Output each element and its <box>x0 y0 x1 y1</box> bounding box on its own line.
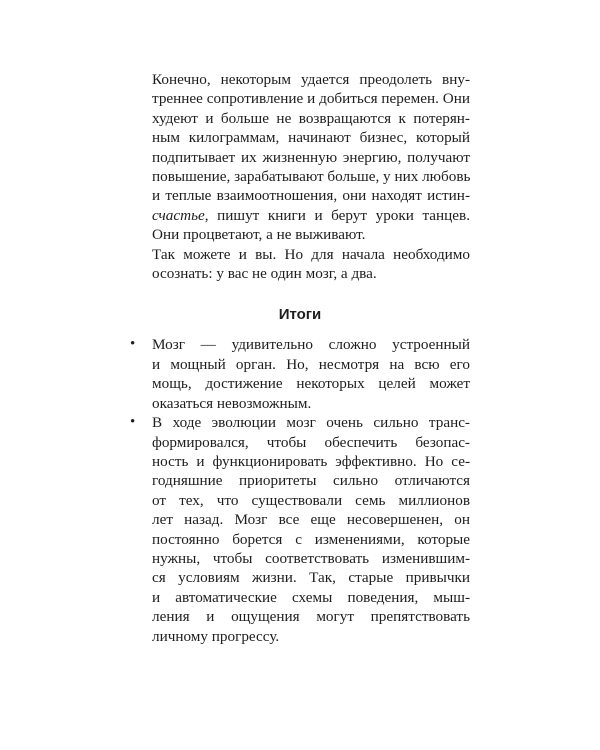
text-line: формировался, чтобы обеспечить безопас- <box>152 433 470 451</box>
list-item <box>130 335 470 413</box>
text-line: от тех, что существовали семь миллионов <box>152 491 470 509</box>
text-line: треннее сопротивление и добиться перемен. Они <box>152 90 470 108</box>
text-line: оказаться невозможным. <box>152 394 312 412</box>
section-heading: Итоги <box>278 306 322 324</box>
text-line <box>130 206 470 225</box>
italic-word: счастье <box>152 206 205 224</box>
text-line: и мощный орган. Но, несмотря на всю его <box>152 355 470 373</box>
paragraph-2 <box>130 245 470 284</box>
bullet-icon: • <box>130 336 136 353</box>
summary-list <box>130 335 470 646</box>
text-line: В ходе эволюции мозг очень сильно транс- <box>152 414 470 432</box>
text-line: Они процветают, а не выживают. <box>152 226 366 244</box>
text-fragment: , пишут книги и берут уроки танцев. <box>204 206 470 224</box>
text-line: осознать: у вас не один мозг, а два. <box>152 265 377 283</box>
text-line: ным килограммам, начинают бизнес, который <box>152 129 470 147</box>
text-line: подпитывает их жизненную энергию, получают <box>152 148 470 166</box>
text-line: постоянно борется с изменениями, которые <box>152 530 470 548</box>
text-line: худеют и больше не возвращаются к потерян- <box>152 109 470 127</box>
text-line: Мозг — удивительно сложно устроенный <box>152 336 470 354</box>
list-item <box>130 413 470 646</box>
text-line: годняшние приоритеты сильно отличаются <box>152 472 470 490</box>
text-line: личному прогрессу. <box>152 627 280 645</box>
list-item-text <box>152 335 470 413</box>
text-line: ность и функционировать эффективно. Но се- <box>152 452 470 470</box>
bullet-icon: • <box>130 414 136 431</box>
text-line: и автоматические схемы поведения, мыш- <box>152 588 470 606</box>
text-line: мощь, достижение некоторых целей может <box>152 375 470 393</box>
text-line: и теплые взаимоотношения, они находят истин- <box>152 187 470 205</box>
text-line: ления и ощущения могут препятствовать <box>152 608 470 626</box>
text-line: Конечно, некоторым удается преодолеть вну- <box>152 71 470 88</box>
text-line: лет назад. Мозг все еще несовершенен, он <box>152 511 470 529</box>
text-line: повышение, зарабатывают больше, у них любовь <box>152 168 471 186</box>
text-line: Так можете и вы. Но для начала необходимо <box>152 245 470 263</box>
list-item-text <box>152 413 470 646</box>
book-page <box>130 70 470 646</box>
text-line: нужны, чтобы соответствовать изменившим- <box>152 549 470 567</box>
paragraph-1 <box>130 70 470 245</box>
text-line: ся условиям жизни. Так, старые привычки <box>152 569 470 587</box>
